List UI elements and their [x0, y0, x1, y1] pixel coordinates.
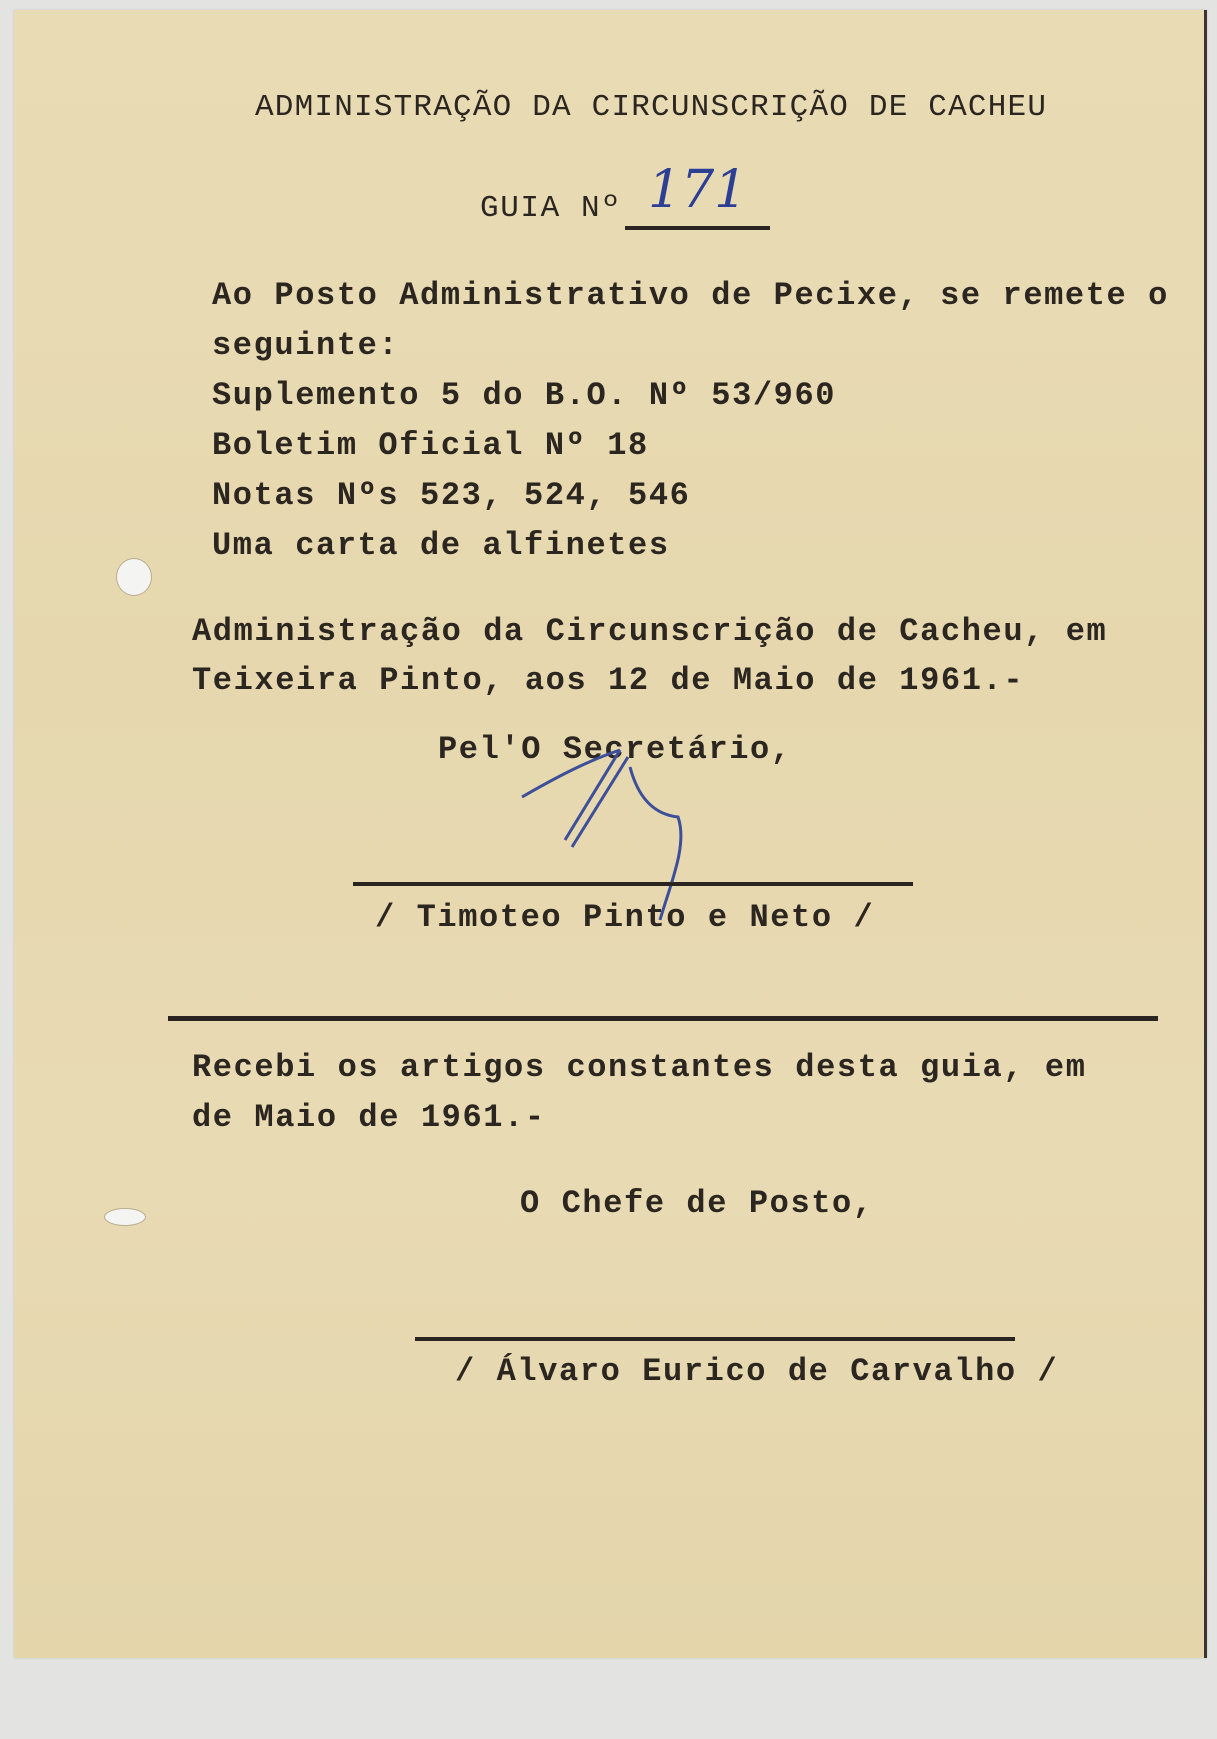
- intro-line-1: Ao Posto Administrativo de Pecixe, se remete o: [212, 277, 1169, 314]
- intro-line-2: seguinte:: [212, 327, 400, 364]
- place-date-line-1: Administração da Circunscrição de Cacheu, em: [192, 613, 1108, 650]
- list-item: Boletim Oficial Nº 18: [212, 427, 649, 464]
- receipt-line-2: de Maio de 1961.-: [192, 1099, 546, 1136]
- receipt-line-1: Recebi os artigos constantes desta guia, em: [192, 1049, 1087, 1086]
- chefe-title: O Chefe de Posto,: [520, 1185, 874, 1222]
- guia-number-handwritten: 171: [648, 160, 748, 220]
- punch-hole-top: [116, 558, 152, 596]
- list-item: Uma carta de alfinetes: [212, 527, 670, 564]
- chefe-signature-line: [415, 1337, 1015, 1341]
- secretary-name: / Timoteo Pinto e Neto /: [375, 899, 875, 936]
- place-date-line-2: Teixeira Pinto, aos 12 de Maio de 1961.-: [192, 662, 1025, 699]
- guia-label: GUIA Nº: [480, 191, 622, 226]
- section-divider: [168, 1016, 1158, 1021]
- guia-number-underline: [625, 226, 770, 230]
- list-item: Notas Nºs 523, 524, 546: [212, 477, 691, 514]
- punch-hole-bottom: [104, 1208, 146, 1226]
- secretary-title: Pel'O Secretário,: [438, 731, 792, 768]
- secretary-signature-line: [353, 882, 913, 886]
- chefe-name: / Álvaro Eurico de Carvalho /: [455, 1353, 1059, 1390]
- document-header: ADMINISTRAÇÃO DA CIRCUNSCRIÇÃO DE CACHEU: [255, 90, 1048, 125]
- list-item: Suplemento 5 do B.O. Nº 53/960: [212, 377, 837, 414]
